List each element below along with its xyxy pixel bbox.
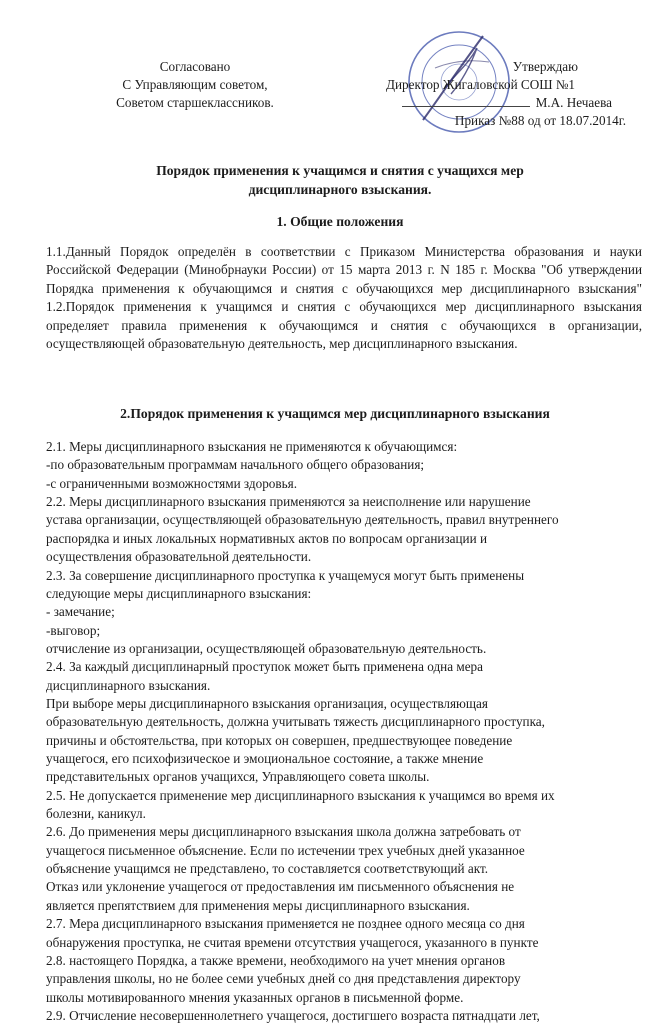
section2-line: -выговор; bbox=[46, 622, 101, 638]
section2-line: учащегося, его психофизическое и эмоциональное состояние, а также мнение bbox=[46, 751, 484, 766]
document-title-line1: Порядок применения к учащимся и снятия с учащихся мер bbox=[156, 163, 524, 178]
section2-line: -по образовательным программам начального общего образования; bbox=[46, 457, 425, 473]
section2-line: является препятствием для применения меры дисциплинарного взыскания. bbox=[46, 897, 470, 913]
section2-line: устава организации, осуществляющей образовательную деятельность, правил внутреннего bbox=[46, 512, 559, 528]
section2-line: учащегося письменное объяснение. Если по истечении трех учебных дней указанное bbox=[46, 842, 525, 858]
section2-line: 2.2. Меры дисциплинарного взыскания применяются за неисполнение или нарушение bbox=[46, 494, 531, 510]
approval-title: Согласовано bbox=[159, 59, 231, 74]
section2-line: школы мотивированного мнения указанных органов в письменной форме. bbox=[46, 989, 464, 1005]
director-position: Директор Жигаловской СОШ №1 bbox=[386, 77, 576, 92]
section2-line: -с ограниченными возможностями здоровья. bbox=[46, 475, 297, 491]
section2-line: 2.6. До применения меры дисциплинарного взыскания школа должна затребовать от bbox=[46, 824, 521, 840]
section2-line: управления школы, но не более семи учебных дней со дня представления директору bbox=[46, 971, 521, 987]
document-title-line2: дисциплинарного взыскания. bbox=[248, 182, 432, 197]
section2-line: При выборе меры дисциплинарного взыскания организация, осуществляющая bbox=[46, 695, 488, 711]
section2-line: 2.1. Меры дисциплинарного взыскания не применяются к обучающимся: bbox=[46, 439, 458, 454]
director-name: М.А. Нечаева bbox=[535, 95, 612, 110]
section2-line: дисциплинарного взыскания. bbox=[46, 677, 211, 693]
section2-line: объяснение учащимся не представлено, то составляется соответствующий акт. bbox=[46, 861, 489, 876]
document-title bbox=[60, 161, 620, 199]
section2-line: 2.8. настоящего Порядка, а также времени, необходимого на учет мнения органов bbox=[46, 952, 506, 968]
section2-line: осуществления образовательной деятельности. bbox=[46, 549, 312, 565]
section1-heading: 1. Общие положения bbox=[276, 214, 404, 229]
section2-line: образовательную деятельность, должна учитывать тяжесть дисциплинарного проступка, bbox=[46, 714, 545, 730]
section2-heading: 2.Порядок применения к учащимся мер дисциплинарного взыскания bbox=[120, 406, 550, 421]
section2-line: распорядка и иных локальных нормативных актов по вопросам организации и bbox=[46, 530, 488, 546]
section2-line: 2.7. Мера дисциплинарного взыскания применяется не позднее одного месяца со дня bbox=[46, 916, 525, 932]
order-number: Приказ №88 од от 18.07.2014г. bbox=[454, 113, 626, 128]
approval-council: С Управляющим советом, bbox=[122, 77, 268, 92]
section1-paragraph: 1.1.Данный Порядок определён в соответствии с Приказом Министерства образования и науки Российской Федерации (Минобрнауки России) от 15 марта 2013 г. N 185 г. Москва "Об утверждении Порядка применения к обучающимся и снятия с обучающихся мер дисциплинарного взыскания" 1.2.Порядок применения к учащимся и снятия с обучающихся мер дисциплинарного взыскания определяет правила применения к обучающимся и снятия с обучающихся в организации, осуществляющей образовательную деятельность, мер дисциплинарного взыскания. bbox=[46, 244, 642, 352]
approve-title: Утверждаю bbox=[512, 59, 578, 74]
section2-line: представительных органов учащихся, Управляющего совета школы. bbox=[46, 769, 430, 785]
approve-block bbox=[378, 58, 648, 130]
section2-line: 2.4. За каждый дисциплинарный проступок может быть применена одна мера bbox=[46, 659, 484, 675]
section2-line: болезни, каникул. bbox=[46, 806, 146, 821]
section2-line: 2.9. Отчисление несовершеннолетнего учащегося, достигшего возраста пятнадцати лет, bbox=[46, 1007, 540, 1023]
section2-line: Отказ или уклонение учащегося от предоставления им письменного объяснения не bbox=[46, 879, 515, 895]
section2-line: 2.3. За совершение дисциплинарного проступка к учащемуся могут быть применены bbox=[46, 567, 525, 583]
section2-line: следующие меры дисциплинарного взыскания: bbox=[46, 585, 312, 601]
section2-line: обнаружения проступка, не считая времени отсутствия учащегося, указанного в пункте bbox=[46, 934, 539, 950]
section2-line: отчисление из организации, осуществляющей образовательную деятельность. bbox=[46, 640, 487, 656]
signature-line bbox=[402, 95, 530, 107]
section2-line: - замечание; bbox=[46, 604, 115, 620]
approval-students-council: Советом старшеклассников. bbox=[116, 95, 274, 110]
approval-block bbox=[95, 58, 295, 112]
section2-line: причины и обстоятельства, при которых он совершен, предшествующее поведение bbox=[46, 732, 513, 748]
director-signature-row bbox=[378, 94, 648, 112]
section2-line: 2.5. Не допускается применение мер дисциплинарного взыскания к учащимся во время их bbox=[46, 787, 555, 803]
